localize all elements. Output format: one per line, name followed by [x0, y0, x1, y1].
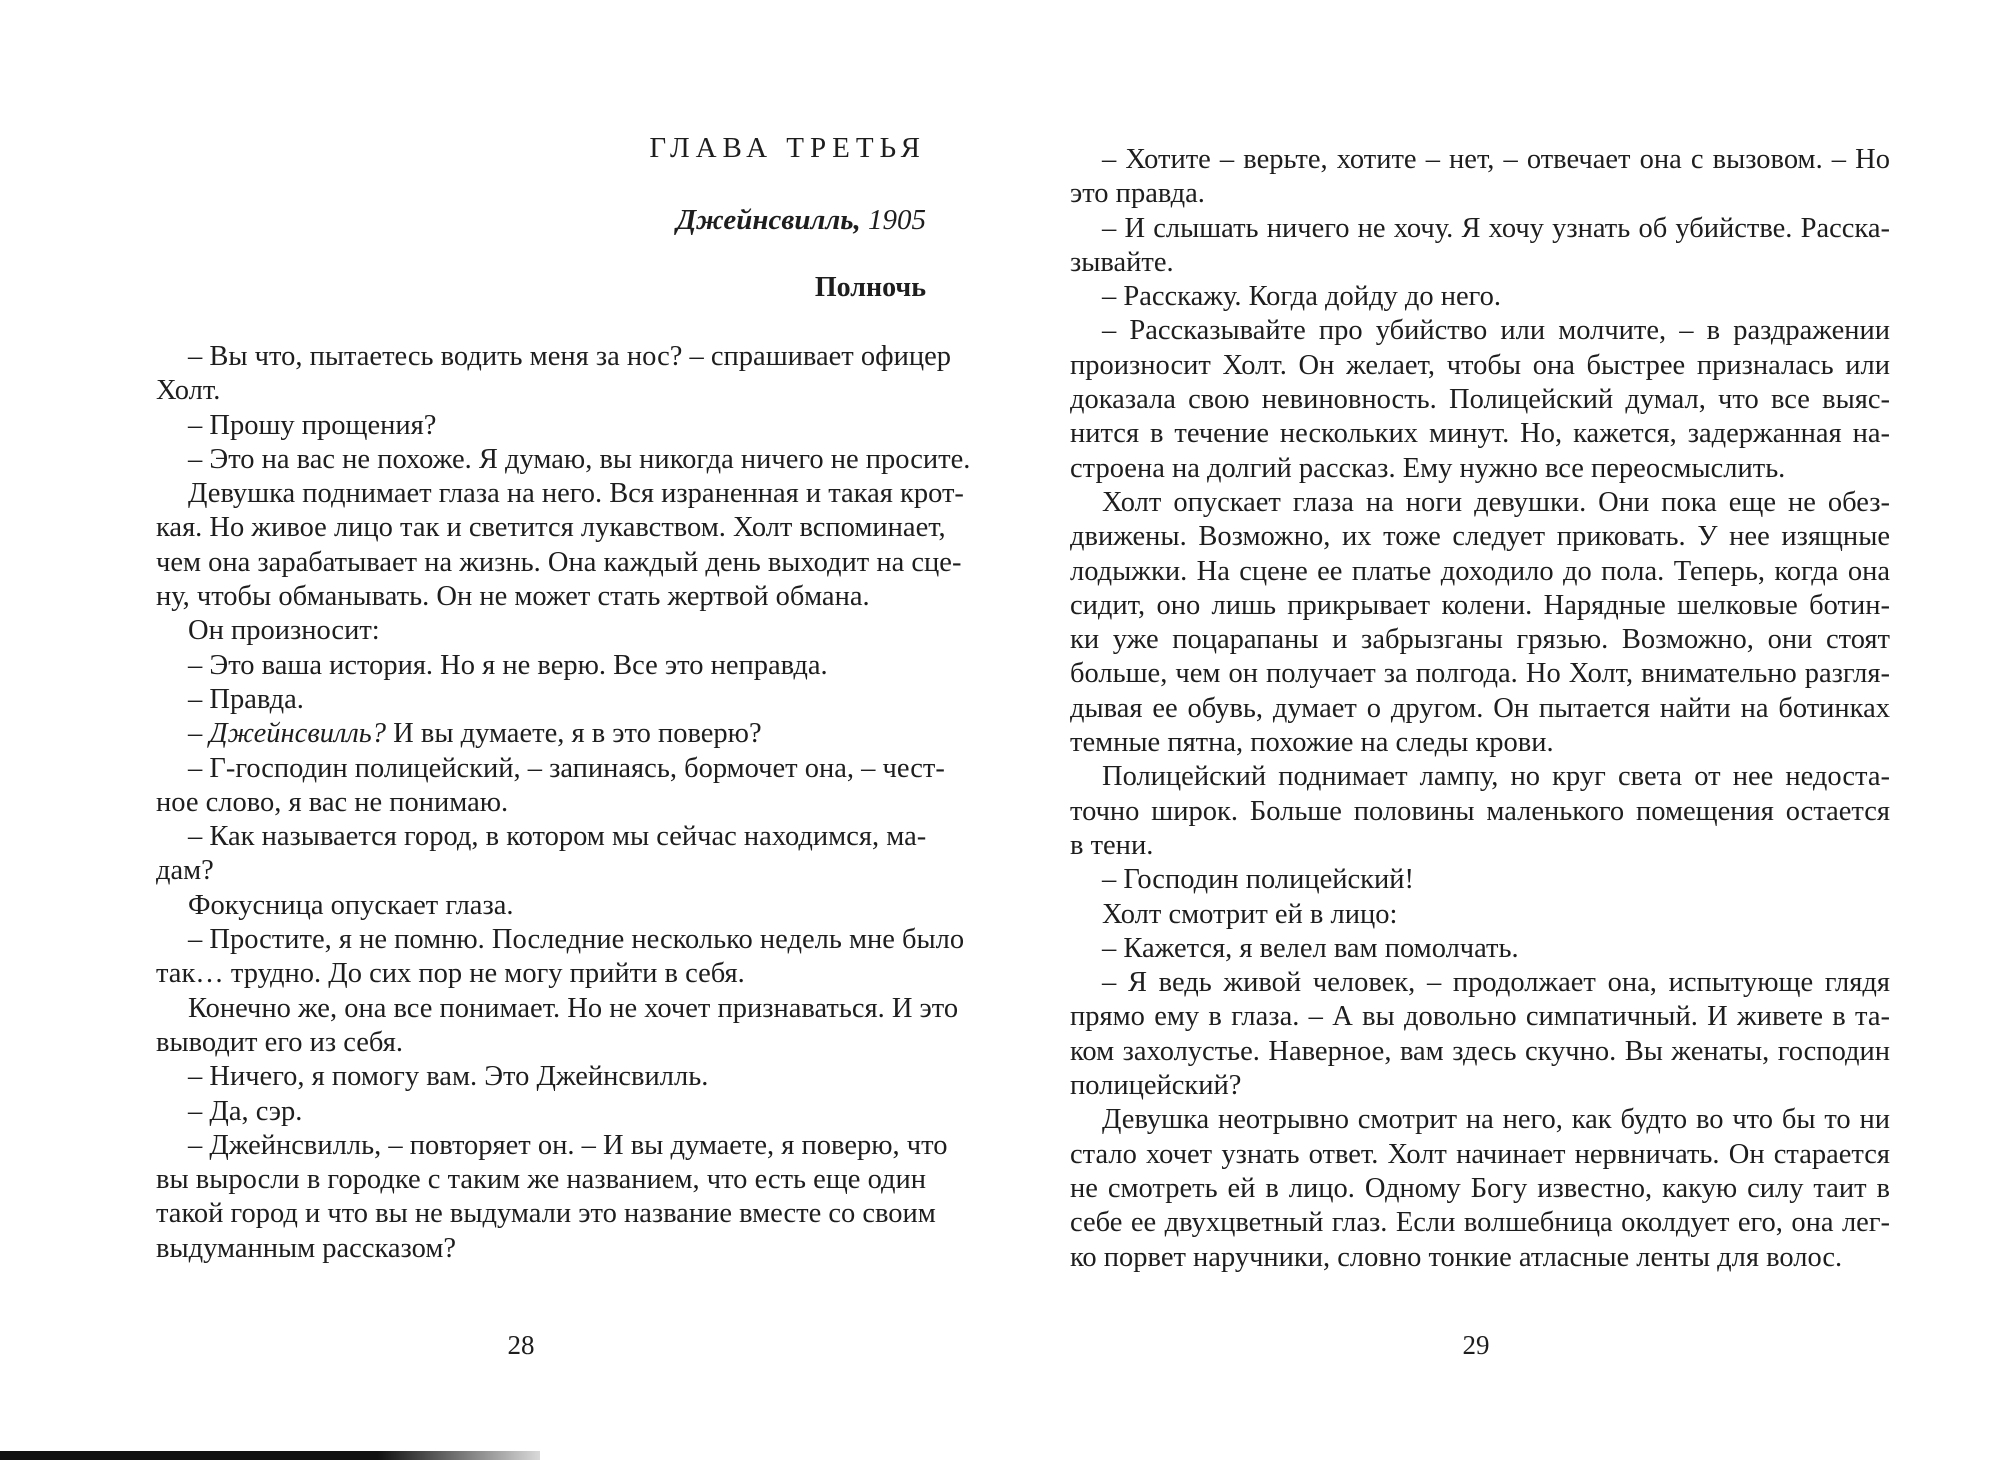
text-line: в тени.	[1070, 829, 1154, 861]
text-line: Полицейский поднимает лампу, но круг света от нее недоста-	[1102, 761, 1890, 793]
text-line: – Джейнсвилль, – повторяет он. – И вы думаете, я поверю, что	[188, 1129, 948, 1161]
italic-rest: И вы думаете, я в это поверю?	[386, 718, 762, 750]
text-line: Он произносит:	[188, 615, 380, 647]
text-line: Холт смотрит ей в лицо:	[1102, 898, 1398, 930]
text-line: строена на долгий рассказ. Ему нужно все переосмыслить.	[1070, 452, 1786, 484]
text-line: нится в течение нескольких минут. Но, кажется, задержанная на-	[1070, 418, 1890, 450]
page-number-left: 28	[507, 1330, 535, 1360]
text-line: – Джейнсвилль? И вы думаете, я в это поверю?	[188, 718, 762, 750]
right-page-text	[1070, 143, 1890, 1275]
text-line: – И слышать ничего не хочу. Я хочу узнать об убийстве. Расска-	[1102, 212, 1890, 244]
text-line: сидит, оно лишь прикрывает колени. Нарядные шелковые ботин-	[1070, 589, 1890, 621]
text-line: дам?	[156, 855, 214, 887]
text-line: – Да, сэр.	[188, 1095, 303, 1127]
text-line: – Г-господин полицейский, – запинаясь, бормочет она, – чест-	[188, 752, 945, 784]
text-line: это правда.	[1070, 178, 1205, 210]
text-line: ки уже поцарапаны и забрызганы грязью. Возможно, они стоят	[1070, 624, 1890, 656]
text-line: – Ничего, я помогу вам. Это Джейнсвилль.	[188, 1061, 709, 1093]
text-line: точно широк. Больше половины маленького помещения остается	[1070, 795, 1890, 827]
page-number-right: 29	[1462, 1330, 1490, 1360]
text-line: – Правда.	[188, 683, 304, 715]
chapter-place-year: 1905	[868, 204, 926, 236]
text-line: – Простите, я не помню. Последние несколько недель мне было	[188, 924, 965, 956]
chapter-place	[156, 204, 926, 237]
left-page-text	[156, 340, 971, 1266]
text-line: – Я ведь живой человек, – продолжает она, испытующе глядя	[1102, 967, 1890, 999]
text-line: – Как называется город, в котором мы сейчас находимся, ма-	[188, 821, 927, 853]
text-line: Холт опускает глаза на ноги девушки. Они пока еще не обез-	[1102, 486, 1890, 518]
chapter-subtitle: Полночь	[814, 272, 926, 303]
text-line: Конечно же, она все понимает. Но не хочет признаваться. И это	[188, 992, 959, 1024]
text-line: – Вы что, пытаетесь водить меня за нос? – спрашивает офицер	[188, 341, 951, 372]
italic-fragment: Джейнсвилль?	[209, 718, 387, 750]
text-line: прямо ему в глаза. – А вы довольно симпатичный. И живете в та-	[1070, 1001, 1890, 1033]
page-edge-shadow	[0, 1451, 540, 1460]
text-line: Фокусница опускает глаза.	[188, 889, 514, 921]
text-line: ко порвет наручники, словно тонкие атласные ленты для волос.	[1070, 1241, 1843, 1273]
text-line: больше, чем он получает за полгода. Но Холт, внимательно разгля-	[1070, 658, 1890, 690]
text-line: – Кажется, я велел вам помолчать.	[1102, 932, 1519, 964]
text-line: Девушка поднимает глаза на него. Вся израненная и такая крот-	[188, 478, 964, 510]
text-line: произносит Холт. Он желает, чтобы она быстрее призналась или	[1070, 349, 1890, 381]
text-line: Холт.	[156, 375, 221, 407]
text-line: себе ее двухцветный глаз. Если волшебница околдует его, она лег-	[1070, 1207, 1890, 1239]
text-line: лодыжки. На сцене ее платье доходило до пола. Теперь, когда она	[1070, 555, 1890, 587]
text-line: доказала свою невиновность. Полицейский думал, что все выяс-	[1070, 384, 1890, 416]
text-line: кая. Но живое лицо так и светится лукавством. Холт вспоминает,	[156, 512, 946, 544]
text-line: чем она зарабатывает на жизнь. Она каждый день выходит на сце-	[156, 546, 962, 578]
text-line: – Хотите – верьте, хотите – нет, – отвечает она с вызовом. – Но	[1102, 144, 1890, 175]
text-line: не смотреть ей в лицо. Одному Богу известно, какую силу таит в	[1070, 1172, 1890, 1204]
text-line: зывайте.	[1070, 246, 1174, 278]
text-line: выводит его из себя.	[156, 1026, 403, 1058]
text-line: стало хочет узнать ответ. Холт начинает нервничать. Он старается	[1070, 1138, 1890, 1170]
text-line: ком захолустье. Наверное, вам здесь скучно. Вы женаты, господин	[1070, 1035, 1890, 1067]
chapter-place-name: Джейнсвилль,	[676, 204, 861, 236]
text-line: вы выросли в городке с таким же названием, что есть еще один	[156, 1164, 926, 1196]
text-line: ну, чтобы обманывать. Он не может стать жертвой обмана.	[156, 581, 870, 613]
text-line: так… трудно. До сих пор не могу прийти в себя.	[156, 958, 745, 990]
text-line: – Это на вас не похоже. Я думаю, вы никогда ничего не просите.	[188, 443, 971, 475]
text-line: – Господин полицейский!	[1102, 864, 1415, 896]
chapter-title: ГЛАВА ТРЕТЬЯ	[649, 132, 926, 164]
text-line: ное слово, я вас не понимаю.	[156, 786, 509, 818]
text-line: такой город и что вы не выдумали это название вместе со своим	[156, 1198, 936, 1230]
text-line: – Рассказывайте про убийство или молчите, – в раздражении	[1102, 315, 1890, 347]
text-line: Девушка неотрывно смотрит на него, как будто во что бы то ни	[1102, 1104, 1890, 1136]
text-line: – Прошу прощения?	[188, 409, 437, 441]
text-line: полицейский?	[1070, 1070, 1242, 1102]
text-line: движены. Возможно, их тоже следует приковать. У нее изящные	[1070, 521, 1890, 553]
text-line: выдуманным рассказом?	[156, 1232, 457, 1264]
text-line: – Расскажу. Когда дойду до него.	[1102, 281, 1501, 313]
right-page	[1000, 0, 2000, 1460]
text-line: темные пятна, похожие на следы крови.	[1070, 727, 1554, 759]
text-line: дывая ее обувь, думает о другом. Он пытается найти на ботинках	[1070, 692, 1890, 724]
text-line: – Это ваша история. Но я не верю. Все это неправда.	[188, 649, 828, 681]
